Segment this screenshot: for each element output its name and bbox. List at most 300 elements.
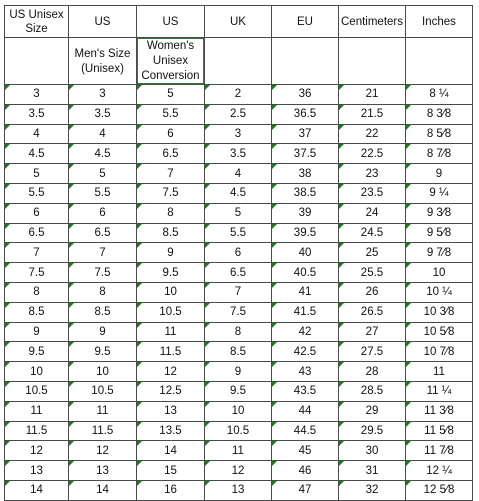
cell-value: 7.5	[230, 306, 246, 319]
cell-value: 39.5	[293, 226, 317, 239]
table-cell	[406, 85, 473, 105]
table-row	[5, 124, 473, 144]
cell-value: 31	[365, 464, 379, 477]
cell-value: 11	[232, 444, 244, 457]
table-cell	[339, 243, 406, 263]
cell-value: 23.5	[360, 187, 384, 200]
table-row	[5, 461, 473, 481]
cell-marker-icon	[339, 144, 344, 149]
cell-marker-icon	[137, 382, 142, 387]
cell-value: 11.5	[159, 345, 182, 358]
table-row	[5, 441, 473, 461]
cell-marker-icon	[137, 164, 142, 169]
cell-marker-icon	[339, 263, 344, 268]
cell-value: 9	[167, 246, 174, 259]
cell-value: 3	[234, 127, 242, 140]
cell-marker-icon	[137, 105, 142, 110]
cell-marker-icon	[406, 323, 411, 328]
table-cell	[272, 362, 339, 382]
cell-marker-icon	[406, 382, 411, 387]
cell-value: 9 5⁄8	[426, 226, 452, 239]
table-cell	[406, 461, 473, 481]
cell-value: 6.5	[230, 266, 246, 279]
cell-marker-icon	[272, 362, 277, 367]
cell-value: 8 7⁄8	[426, 147, 452, 160]
cell-marker-icon	[339, 461, 344, 466]
table-cell	[205, 203, 272, 223]
table-cell	[406, 104, 473, 124]
cell-marker-icon	[406, 481, 411, 486]
cell-marker-icon	[137, 402, 142, 407]
table-cell	[339, 183, 406, 203]
cell-value: 7	[234, 286, 242, 299]
table-row	[5, 263, 473, 283]
table-cell	[137, 144, 205, 164]
cell-value: 7.5	[162, 187, 179, 200]
cell-value: 25	[365, 246, 379, 259]
table-cell	[69, 85, 137, 105]
cell-marker-icon	[137, 204, 142, 209]
cell-value: 6	[167, 127, 174, 140]
table-row	[5, 183, 473, 203]
cell-value: 7	[167, 167, 174, 180]
cell-value: 10	[231, 405, 245, 418]
sub-header-row	[5, 38, 473, 85]
table-cell	[5, 282, 69, 302]
table-cell	[5, 164, 69, 184]
table-cell	[69, 401, 137, 421]
cell-value: 44	[298, 405, 312, 418]
table-cell	[5, 441, 69, 461]
cell-marker-icon	[406, 125, 411, 130]
table-cell	[205, 164, 272, 184]
cell-marker-icon	[137, 144, 142, 149]
table-cell	[137, 104, 205, 124]
cell-value: 38.5	[293, 187, 317, 200]
cell-value: 12.5	[159, 385, 182, 398]
cell-value: 11.5	[91, 424, 114, 437]
table-cell	[406, 263, 473, 283]
cell-marker-icon	[406, 461, 411, 466]
cell-marker-icon	[5, 422, 10, 427]
cell-marker-icon	[137, 323, 142, 328]
cell-value: 8	[33, 286, 40, 299]
cell-value: 26	[365, 286, 379, 299]
cell-value: 44.5	[293, 424, 317, 437]
table-cell	[406, 203, 473, 223]
cell-marker-icon	[339, 422, 344, 427]
cell-value: 5.5	[230, 226, 246, 239]
table-cell	[406, 282, 473, 302]
cell-marker-icon	[406, 85, 411, 90]
cell-marker-icon	[69, 85, 74, 90]
cell-marker-icon	[205, 85, 210, 90]
cell-value: 6	[99, 207, 106, 220]
cell-value: 6.5	[94, 226, 111, 239]
cell-marker-icon	[137, 243, 142, 248]
table-cell	[406, 480, 473, 500]
cell-marker-icon	[5, 125, 10, 130]
cell-value: 13.5	[159, 424, 182, 437]
cell-value: 10.5	[25, 385, 48, 398]
table-cell	[339, 342, 406, 362]
table-cell	[69, 144, 137, 164]
table-cell	[205, 441, 272, 461]
cell-marker-icon	[272, 323, 277, 328]
cell-value: 29.5	[360, 424, 384, 437]
cell-value: 11 ¼	[426, 385, 452, 398]
cell-value: 9 7⁄8	[426, 246, 452, 259]
table-cell	[272, 164, 339, 184]
table-cell	[69, 421, 137, 441]
cell-value: 4	[33, 127, 40, 140]
cell-value: 8	[234, 325, 242, 338]
cell-marker-icon	[5, 323, 10, 328]
cell-marker-icon	[205, 243, 210, 248]
cell-value: 9.5	[162, 266, 179, 279]
table-cell	[272, 223, 339, 243]
cell-value: 2	[234, 88, 242, 101]
cell-marker-icon	[205, 164, 210, 169]
table-cell	[272, 263, 339, 283]
cell-value: 7.5	[94, 266, 111, 279]
table-cell	[69, 282, 137, 302]
table-cell	[205, 124, 272, 144]
column-header: Inches	[406, 6, 473, 38]
column-header: UK	[205, 6, 272, 38]
cell-marker-icon	[339, 362, 344, 367]
cell-value: 37.5	[293, 147, 317, 160]
table-row	[5, 243, 473, 263]
table-cell	[406, 322, 473, 342]
cell-marker-icon	[205, 323, 210, 328]
table-row	[5, 85, 473, 105]
cell-marker-icon	[137, 461, 142, 466]
cell-marker-icon	[205, 342, 210, 347]
cell-marker-icon	[272, 105, 277, 110]
cell-value: 10 ¼	[426, 286, 452, 299]
table-cell	[5, 183, 69, 203]
cell-marker-icon	[5, 303, 10, 308]
table-cell	[137, 243, 205, 263]
table-cell	[272, 401, 339, 421]
cell-value: 10	[30, 365, 43, 378]
cell-marker-icon	[69, 481, 74, 486]
table-cell	[5, 85, 69, 105]
cell-value: 43	[298, 365, 312, 378]
table-cell	[205, 381, 272, 401]
cell-value: 39	[298, 207, 312, 220]
cell-value: 5	[234, 207, 242, 220]
table-cell	[137, 85, 205, 105]
cell-marker-icon	[339, 402, 344, 407]
cell-value: 9	[99, 325, 106, 338]
cell-marker-icon	[5, 144, 10, 149]
table-cell	[5, 322, 69, 342]
cell-marker-icon	[339, 204, 344, 209]
table-cell	[272, 104, 339, 124]
cell-value: 14	[96, 484, 109, 497]
cell-marker-icon	[339, 342, 344, 347]
cell-marker-icon	[339, 164, 344, 169]
cell-value: 16	[164, 484, 177, 497]
table-cell	[406, 124, 473, 144]
cell-marker-icon	[339, 105, 344, 110]
table-cell	[406, 183, 473, 203]
cell-marker-icon	[406, 105, 411, 110]
cell-value: 10.5	[159, 306, 182, 319]
table-cell	[5, 243, 69, 263]
cell-value: 11 3⁄8	[424, 405, 454, 418]
cell-value: 12	[96, 444, 109, 457]
cell-marker-icon	[205, 105, 210, 110]
table-row	[5, 104, 473, 124]
cell-value: 13	[164, 405, 177, 418]
cell-value: 11	[96, 405, 109, 418]
cell-marker-icon	[406, 184, 411, 189]
cell-value: 4.5	[28, 147, 45, 160]
table-row	[5, 322, 473, 342]
cell-value: 43.5	[293, 385, 317, 398]
cell-value: 10.5	[91, 385, 114, 398]
cell-value: 10 7⁄8	[423, 345, 455, 358]
cell-value: 22.5	[360, 147, 384, 160]
cell-value: 41	[298, 286, 312, 299]
cell-marker-icon	[5, 85, 10, 90]
cell-marker-icon	[339, 224, 344, 229]
cell-marker-icon	[137, 85, 142, 90]
cell-value: 23	[365, 167, 379, 180]
cell-marker-icon	[406, 144, 411, 149]
cell-marker-icon	[137, 125, 142, 130]
cell-value: 14	[164, 444, 177, 457]
table-cell	[205, 362, 272, 382]
table-cell	[339, 421, 406, 441]
table-cell	[137, 203, 205, 223]
table-cell	[5, 144, 69, 164]
cell-marker-icon	[406, 243, 411, 248]
cell-marker-icon	[205, 303, 210, 308]
cell-marker-icon	[137, 362, 142, 367]
cell-value: 7	[99, 246, 106, 259]
sub-header-cell: Men's Size (Unisex)	[69, 38, 137, 85]
cell-value: 12	[231, 464, 245, 477]
cell-marker-icon	[406, 441, 411, 446]
cell-marker-icon	[339, 323, 344, 328]
cell-value: 8	[167, 207, 174, 220]
table-cell	[406, 164, 473, 184]
table-cell	[406, 342, 473, 362]
cell-marker-icon	[272, 461, 277, 466]
cell-value: 11	[433, 365, 445, 378]
cell-marker-icon	[69, 263, 74, 268]
table-cell	[5, 401, 69, 421]
cell-marker-icon	[137, 263, 142, 268]
table-cell	[339, 441, 406, 461]
cell-value: 3.5	[28, 108, 45, 121]
table-cell	[205, 322, 272, 342]
table-row	[5, 362, 473, 382]
cell-marker-icon	[272, 144, 277, 149]
cell-value: 7.5	[28, 266, 45, 279]
table-cell	[339, 85, 406, 105]
table-cell	[272, 144, 339, 164]
table-cell	[69, 342, 137, 362]
cell-value: 36.5	[293, 108, 317, 121]
cell-value: 40	[298, 246, 312, 259]
cell-value: 10	[432, 266, 446, 279]
cell-value: 12 ¼	[426, 464, 452, 477]
cell-value: 37	[298, 127, 312, 140]
cell-value: 11.5	[25, 424, 48, 437]
sub-header-cell	[339, 38, 406, 85]
cell-value: 27.5	[360, 345, 384, 358]
table-cell	[5, 480, 69, 500]
table-cell	[339, 282, 406, 302]
table-cell	[5, 461, 69, 481]
cell-value: 6.5	[162, 147, 179, 160]
table-cell	[137, 480, 205, 500]
table-cell	[272, 124, 339, 144]
cell-marker-icon	[137, 481, 142, 486]
cell-value: 30	[365, 444, 379, 457]
cell-marker-icon	[69, 303, 74, 308]
cell-value: 10 3⁄8	[423, 306, 455, 319]
table-cell	[69, 223, 137, 243]
cell-value: 27	[365, 325, 379, 338]
table-cell	[406, 441, 473, 461]
table-cell	[205, 342, 272, 362]
cell-marker-icon	[339, 303, 344, 308]
cell-value: 9	[435, 167, 443, 180]
table-cell	[339, 322, 406, 342]
cell-marker-icon	[339, 382, 344, 387]
cell-marker-icon	[205, 481, 210, 486]
cell-marker-icon	[69, 323, 74, 328]
cell-value: 5	[99, 167, 106, 180]
table-row	[5, 203, 473, 223]
table-cell	[69, 263, 137, 283]
cell-marker-icon	[69, 184, 74, 189]
cell-marker-icon	[205, 422, 210, 427]
cell-value: 36	[298, 88, 312, 101]
cell-marker-icon	[339, 184, 344, 189]
cell-marker-icon	[69, 441, 74, 446]
cell-marker-icon	[5, 461, 10, 466]
cell-value: 9.5	[94, 345, 111, 358]
cell-marker-icon	[205, 144, 210, 149]
cell-value: 8.5	[162, 226, 179, 239]
cell-marker-icon	[5, 382, 10, 387]
table-cell	[137, 164, 205, 184]
cell-marker-icon	[272, 283, 277, 288]
table-cell	[272, 421, 339, 441]
cell-value: 45	[298, 444, 312, 457]
cell-value: 10 5⁄8	[423, 325, 455, 338]
cell-marker-icon	[137, 441, 142, 446]
cell-value: 11	[164, 325, 177, 338]
table-cell	[205, 243, 272, 263]
cell-marker-icon	[406, 362, 411, 367]
cell-value: 29	[365, 405, 379, 418]
cell-marker-icon	[339, 243, 344, 248]
cell-marker-icon	[272, 164, 277, 169]
cell-marker-icon	[69, 125, 74, 130]
cell-value: 5.5	[94, 187, 111, 200]
cell-value: 14	[30, 484, 43, 497]
cell-marker-icon	[137, 184, 142, 189]
cell-value: 8.5	[94, 306, 111, 319]
cell-marker-icon	[5, 362, 10, 367]
table-cell	[272, 381, 339, 401]
table-cell	[406, 243, 473, 263]
cell-marker-icon	[272, 303, 277, 308]
cell-marker-icon	[137, 224, 142, 229]
cell-value: 41.5	[293, 306, 317, 319]
cell-value: 8.5	[28, 306, 45, 319]
cell-marker-icon	[406, 402, 411, 407]
table-cell	[137, 263, 205, 283]
table-cell	[205, 480, 272, 500]
cell-value: 6	[33, 207, 40, 220]
table-row	[5, 342, 473, 362]
table-cell	[137, 302, 205, 322]
shoe-size-conversion-table	[4, 5, 473, 501]
table-cell	[205, 144, 272, 164]
cell-marker-icon	[339, 85, 344, 90]
table-cell	[339, 223, 406, 243]
cell-value: 9.5	[28, 345, 45, 358]
cell-value: 38	[298, 167, 312, 180]
table-cell	[137, 381, 205, 401]
table-cell	[272, 183, 339, 203]
table-cell	[339, 144, 406, 164]
table-cell	[272, 441, 339, 461]
table-cell	[69, 203, 137, 223]
table-cell	[69, 124, 137, 144]
cell-value: 8 ¼	[429, 88, 449, 101]
cell-marker-icon	[5, 164, 10, 169]
cell-marker-icon	[69, 204, 74, 209]
cell-value: 6.5	[28, 226, 45, 239]
cell-value: 7	[33, 246, 40, 259]
cell-marker-icon	[5, 204, 10, 209]
cell-value: 24.5	[360, 226, 384, 239]
cell-marker-icon	[339, 283, 344, 288]
cell-value: 3.5	[230, 147, 246, 160]
cell-marker-icon	[272, 342, 277, 347]
table-cell	[69, 183, 137, 203]
cell-value: 8	[99, 286, 106, 299]
table-row	[5, 480, 473, 500]
table-row	[5, 302, 473, 322]
table-cell	[205, 85, 272, 105]
table-cell	[137, 461, 205, 481]
cell-value: 25.5	[360, 266, 384, 279]
table-cell	[205, 401, 272, 421]
cell-value: 42.5	[293, 345, 317, 358]
cell-marker-icon	[69, 144, 74, 149]
cell-marker-icon	[406, 283, 411, 288]
table-cell	[272, 302, 339, 322]
sub-header-cell	[406, 38, 473, 85]
cell-value: 28.5	[360, 385, 384, 398]
table-cell	[69, 461, 137, 481]
cell-value: 26.5	[360, 306, 384, 319]
cell-marker-icon	[69, 382, 74, 387]
table-cell	[406, 421, 473, 441]
cell-marker-icon	[272, 481, 277, 486]
